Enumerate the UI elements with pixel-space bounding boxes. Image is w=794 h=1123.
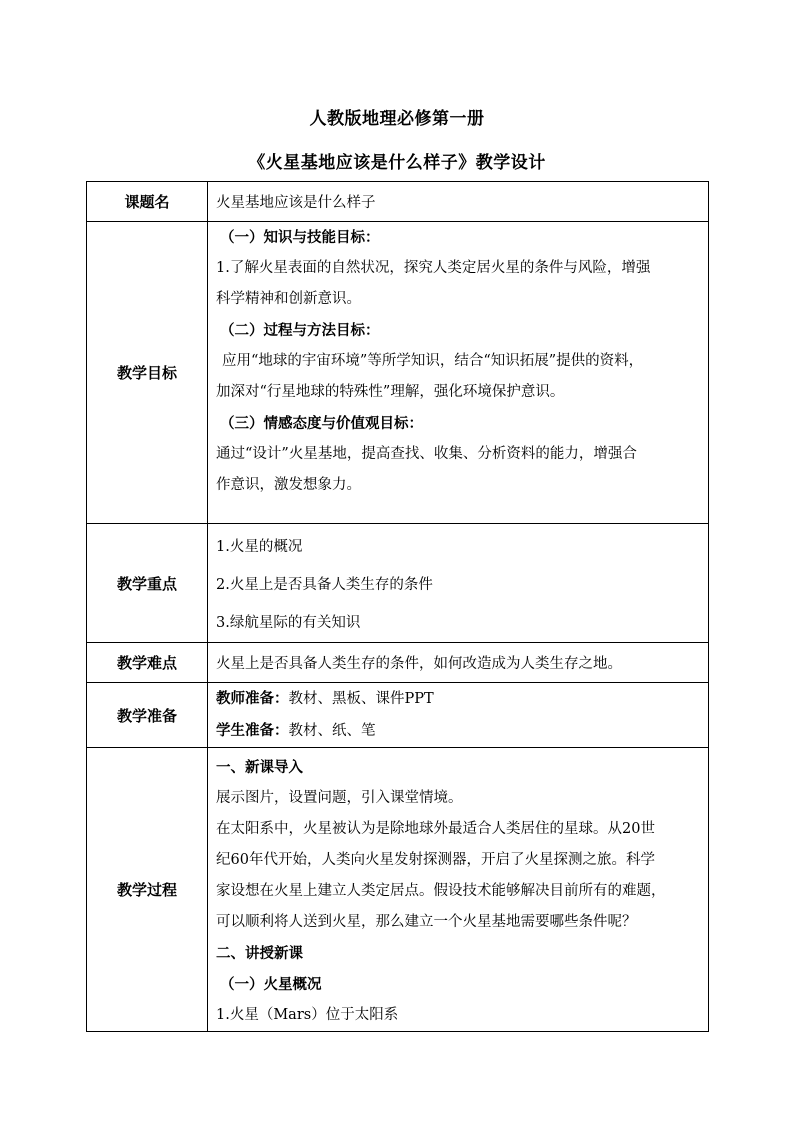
preparation-label: 教学准备 [87,683,208,748]
difficulty-label: 教学难点 [87,643,208,683]
goals-label: 教学目标 [87,222,208,524]
process-heading-intro: 一、新课导入 [216,759,303,776]
list-item: 3.绿航星际的有关知识 [216,615,361,631]
list-item: 1.火星的概况 [216,539,303,555]
topic-label: 课题名 [87,182,208,222]
table-row [87,182,709,222]
list-item: 2.火星上是否具备人类生存的条件 [216,577,433,593]
process-cell [208,748,709,1032]
topic-value: 火星基地应该是什么样子 [216,195,376,211]
goal-text: 科学精神和创新意识。 [216,291,361,307]
teacher-prep-value: 教材、黑板、课件PPT [288,691,434,707]
goals-cell [208,222,709,524]
process-text: 1.火星（Mars）位于太阳系 [216,1007,399,1023]
process-text: 在太阳系中，火星被认为是除地球外最适合人类居住的星球。从20世 [216,821,655,837]
lesson-plan-table [86,181,709,1032]
process-text: 展示图片，设置问题，引入课堂情境。 [216,790,463,806]
student-prep-label: 学生准备： [216,722,289,739]
preparation-cell [208,683,709,748]
difficulty-cell [208,643,709,683]
process-text: 家设想在火星上建立人类定居点。假设技术能够解决目前所有的难题， [216,883,666,899]
topic-cell [208,182,709,222]
process-label: 教学过程 [87,748,208,1032]
table-row [87,643,709,683]
document-subtitle: 《火星基地应该是什么样子》教学设计 [248,153,546,173]
table-row [87,683,709,748]
process-text: 纪60年代开始，人类向火星发射探测器，开启了火星探测之旅。科学 [216,852,655,868]
document-title: 人教版地理必修第一册 [309,109,485,129]
key-points-label: 教学重点 [87,524,208,643]
goal-text: 应用“地球的宇宙环境”等所学知识，结合“知识拓展”提供的资料， [222,353,644,369]
process-heading-mars: （一）火星概况 [220,976,322,993]
goal-text: 作意识，激发想象力。 [216,477,361,493]
process-heading-new: 二、讲授新课 [216,945,303,962]
goal-text: 加深对“行星地球的特殊性”理解，强化环境保护意识。 [216,384,565,400]
table-row [87,222,709,524]
goal-heading-process: （二）过程与方法目标： [220,322,380,339]
difficulty-value: 火星上是否具备人类生存的条件，如何改造成为人类生存之地。 [216,656,622,672]
table-row [87,524,709,643]
key-points-cell [208,524,709,643]
teacher-prep-label: 教师准备： [216,690,289,707]
goal-text: 1.了解火星表面的自然状况，探究人类定居火星的条件与风险，增强 [216,260,651,276]
student-prep-value: 教材、纸、笔 [288,723,376,739]
goal-text: 通过“设计”火星基地，提高查找、收集、分析资料的能力，增强合 [216,446,637,462]
process-text: 可以顺利将人送到火星，那么建立一个火星基地需要哪些条件呢？ [216,914,637,930]
table-row [87,748,709,1032]
goal-heading-knowledge: （一）知识与技能目标： [220,229,380,246]
goal-heading-attitude: （三）情感态度与价值观目标： [220,415,423,432]
